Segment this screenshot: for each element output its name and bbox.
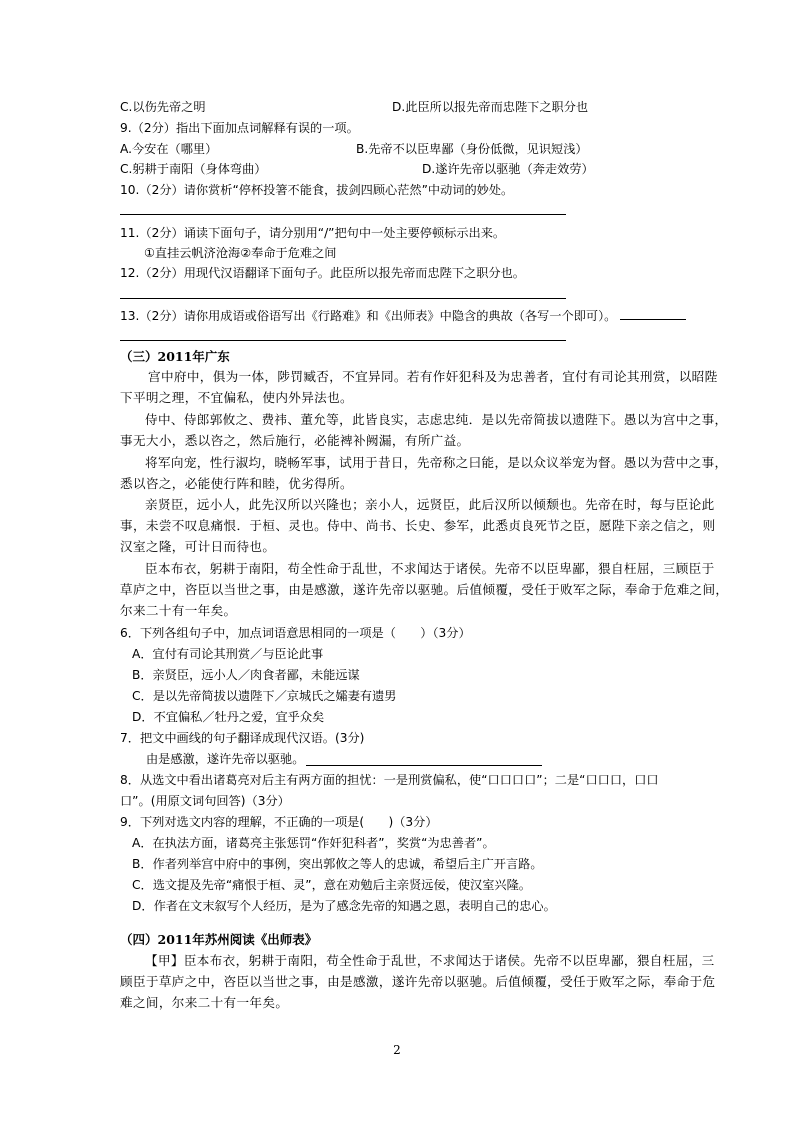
page-number: 2 — [393, 1043, 401, 1057]
question-10: 10.（2分）请你赏析“停杯投箸不能食，拔剑四顾心茫然”中动词的妙处。 — [120, 183, 514, 197]
q9-option-d: D.遂许先帝以驱驰（奔走效劳） — [422, 162, 594, 176]
section-heading: （四）2011年苏州阅读《出师表》 — [120, 932, 318, 947]
passage-line: 悉以咨之，必能使行阵和睦，优劣得所。 — [120, 476, 353, 491]
section-heading: （三）2011年广东 — [120, 349, 230, 364]
passage-line: 将军向宠，性行淑均，晓畅军事，试用于昔日，先帝称之曰能，是以众议举宠为督。愚以为营中之事， — [145, 455, 728, 470]
q6-option-a: A．宜付有司论其刑赏／与臣论此事 — [132, 647, 324, 661]
question-11-items: ①直挂云帆济沧海②奉命于危难之间 — [144, 246, 337, 260]
answer-line — [120, 214, 566, 215]
question-8-line2: 口”。(用原文词句回答)（3分） — [120, 794, 290, 808]
question-13 — [120, 308, 686, 324]
option-line — [120, 99, 589, 115]
question-9-top: 9.（2分）指出下面加点词解释有误的一项。 — [120, 121, 359, 135]
passage-line: 臣本布衣，躬耕于南阳，苟全性命于乱世，不求闻达于诸侯。先帝不以臣卑鄙，猥自枉屈，三顾臣于 — [145, 561, 715, 576]
passage-line: 草庐之中，咨臣以当世之事，由是感激，遂许先帝以驱驰。后值倾覆，受任于败军之际，奉命于危难之间， — [120, 582, 729, 597]
passage-line: 【甲】臣本布衣，躬耕于南阳，苟全性命于乱世，不求闻达于诸侯。先帝不以臣卑鄙，猥自枉屈，三 — [145, 953, 715, 968]
q9-option-b: B．作者列举宫中府中的事例，突出郭攸之等人的忠诚，希望后主广开言路。 — [132, 857, 543, 871]
q9-option-d: D．作者在文末叙写个人经历，是为了感念先帝的知遇之恩，表明自己的忠心。 — [132, 899, 556, 913]
question-9-options-ab — [120, 141, 588, 157]
question-7: 7．把文中画线的句子翻译成现代汉语。(3分) — [120, 731, 365, 745]
passage-line: 事，未尝不叹息痛恨．于桓、灵也。侍中、尚书、长史、参军，此悉贞良死节之臣，愿陛下亲之信之，则 — [120, 518, 716, 533]
question-11: 11.（2分）诵读下面句子，请分别用“/”把句中一处主要停顿标示出来。 — [120, 226, 506, 240]
question-6: 6．下列各组句子中，加点词语意思相同的一项是（ ）（3分） — [120, 626, 471, 640]
passage-line: 难之间，尔来二十有一年矣。 — [120, 995, 289, 1010]
passage-line: 侍中、侍郎郭攸之、费祎、董允等，此皆良实，志虑忠纯．是以先帝简拔以遗陛下。愚以为宫中之事， — [145, 412, 728, 427]
q9-option-a: A．在执法方面，诸葛亮主张惩罚“作奸犯科者”，奖赏“为忠善者”。 — [132, 836, 495, 850]
passage-line: 事无大小，悉以咨之，然后施行，必能裨补阙漏，有所广益。 — [120, 433, 470, 448]
question-13-text: 13.（2分）请你用成语或俗语写出《行路难》和《出师表》中隐含的典故（各写一个即可）。 — [120, 309, 617, 323]
q9-option-c: C．选文提及先帝“痛恨于桓、灵”，意在劝勉后主亲贤远佞，使汉室兴隆。 — [132, 878, 531, 892]
passage-line: 汉室之隆，可计日而待也。 — [120, 539, 276, 554]
q9-option-b: B.先帝不以臣卑鄙（身份低微，见识短浅） — [356, 142, 588, 156]
option-d: D.此臣所以报先帝而忠陛下之职分也 — [392, 100, 589, 114]
passage-line: 顾臣于草庐之中，咨臣以当世之事，由是感激，遂许先帝以驱驰。后值倾覆，受任于败军之际，奉命于危 — [120, 974, 716, 989]
question-9: 9．下列对选文内容的理解，不正确的一项是( )（3分） — [120, 815, 438, 829]
q7-sentence: 由是感激，遂许先帝以驱驰。 — [146, 752, 305, 766]
answer-blank — [620, 308, 686, 320]
answer-line — [306, 765, 542, 766]
q6-option-c: C．是以先帝简拔以遗陛下／京城氏之孀妻有遗男 — [132, 689, 397, 703]
q6-option-d: D．不宜偏私／牡丹之爱，宜乎众矣 — [132, 710, 325, 724]
q6-option-b: B．亲贤臣，远小人／肉食者鄙，未能远谋 — [132, 668, 360, 682]
passage-line: 亲贤臣，远小人，此先汉所以兴隆也；亲小人，远贤臣，此后汉所以倾颓也。先帝在时，每与臣论此 — [145, 497, 715, 512]
passage-line: 下平明之理，不宜偏私，使内外异法也。 — [120, 390, 353, 405]
answer-line — [120, 298, 566, 299]
answer-line — [120, 340, 566, 341]
q9-option-a: A.今安在（哪里） — [120, 142, 218, 156]
option-c: C.以伤先帝之明 — [120, 100, 206, 114]
q9-option-c: C.躬耕于南阳（身体弯曲） — [120, 162, 267, 176]
question-8-line1: 8．从选文中看出诸葛亮对后主有两方面的担忧：一是刑赏偏私，使“口口口口”；二是“口口口，口口 — [120, 773, 659, 787]
passage-line: 宫中府中，俱为一体，陟罚臧否，不宜异同。若有作奸犯科及为忠善者，宜付有司论其刑赏，以昭陛 — [148, 369, 718, 384]
passage-line: 尔来二十有一年矣。 — [120, 603, 237, 618]
question-9-options-cd — [120, 161, 594, 177]
question-12: 12.（2分）用现代汉语翻译下面句子。此臣所以报先帝而忠陛下之职分也。 — [120, 266, 525, 280]
